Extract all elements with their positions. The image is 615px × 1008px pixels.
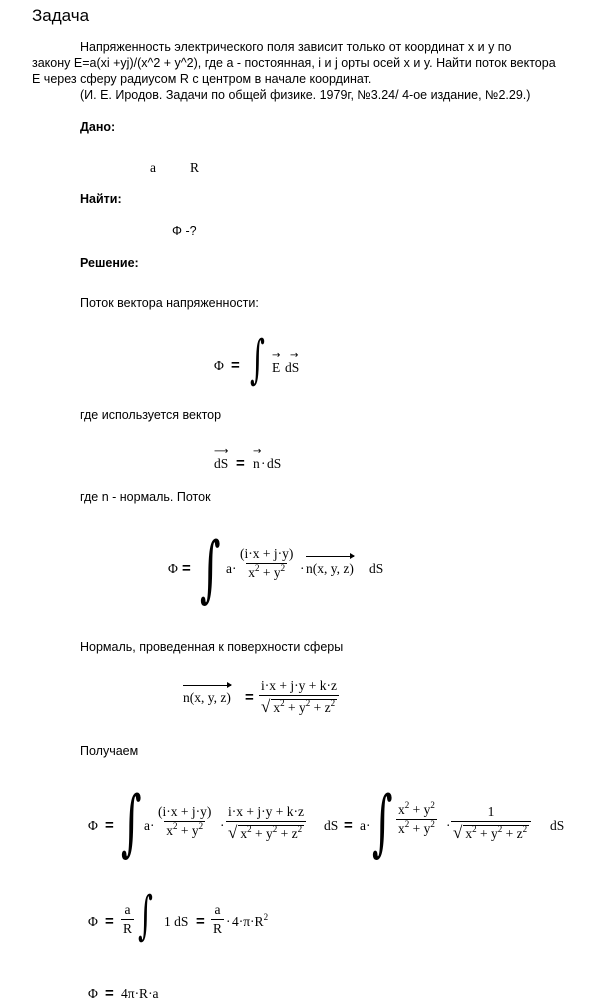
- sqrt-icon: √: [228, 823, 238, 842]
- fraction-denominator: R: [123, 921, 133, 936]
- equals-sign: =: [344, 817, 353, 834]
- equals-sign: =: [231, 357, 240, 374]
- final-result: 4π·R·a: [121, 986, 159, 1001]
- arrow-icon: ⟶: [214, 446, 229, 457]
- equals-sign: =: [105, 913, 114, 930]
- given-R: R: [190, 160, 200, 175]
- problem-line-2: закону E=a(xi +yj)/(x^2 + y^2), где a - постоянная, i и j орты осей x и y. Найти поток вектора: [32, 56, 556, 70]
- integral-icon: ∫: [250, 330, 265, 390]
- arrow-icon: →: [290, 350, 299, 361]
- coef-a: a·: [226, 561, 237, 576]
- dot-operator: ·: [226, 914, 231, 929]
- text-vector: где используется вектор: [80, 408, 222, 422]
- problem-line-3: E через сферу радиусом R с центром в начале координат.: [32, 72, 372, 86]
- fraction-numerator: a: [214, 902, 221, 917]
- fraction-a-over-R: [211, 902, 224, 937]
- fraction-denominator: √ $x^2 + y^2 + z^2$: [226, 821, 306, 843]
- fraction-numerator: i·x + j·y + k·z: [261, 678, 338, 693]
- phi-symbol: Φ: [214, 358, 224, 373]
- text-flux: Поток вектора напряженности:: [80, 296, 259, 310]
- page-title: Задача: [32, 6, 90, 25]
- given-a: a: [150, 160, 156, 175]
- equals-sign: =: [245, 689, 254, 706]
- dot-operator: ·: [261, 456, 266, 471]
- one-dS: 1 dS: [164, 914, 189, 929]
- phi-symbol: Φ: [88, 818, 98, 833]
- arrow-icon: →: [272, 350, 281, 361]
- fraction: [259, 678, 339, 717]
- integral-icon: ∫: [200, 526, 221, 610]
- vector-n-xyz: n(x, y, z): [306, 561, 354, 576]
- equals-sign: =: [182, 560, 191, 577]
- dS: dS: [267, 456, 282, 471]
- text-normal-flux: где n - нормаль. Поток: [80, 490, 211, 504]
- fraction: [238, 546, 295, 581]
- given-heading: Дано:: [80, 120, 116, 134]
- solution-heading: Решение:: [80, 256, 139, 270]
- dot-operator: ·: [300, 561, 305, 576]
- fraction-numerator: $x^2 + y^2$: [398, 800, 435, 817]
- integral-icon: ∫: [121, 780, 142, 864]
- text-get: Получаем: [80, 744, 139, 758]
- fraction-denominator: $x^2 + y^2$: [166, 821, 204, 838]
- fraction-4: [451, 804, 531, 843]
- phi-symbol: Φ: [88, 914, 98, 929]
- arrow-icon: →: [253, 446, 262, 457]
- coef-a: a·: [360, 818, 371, 833]
- equals-sign: =: [105, 985, 114, 1002]
- dS: dS: [369, 561, 384, 576]
- fraction-denominator: R: [213, 921, 223, 936]
- vector-n-xyz: n(x, y, z): [183, 690, 231, 705]
- find-value: Φ -?: [172, 224, 197, 238]
- fraction-1: [156, 804, 213, 839]
- fraction-denominator: $x^2 + y^2$: [248, 563, 286, 580]
- fraction-denominator: $x^2 + y^2$: [398, 819, 435, 836]
- four-pi-R-squared: $4\cdot\pi\cdot R^2$: [232, 912, 269, 929]
- sqrt-icon: √: [261, 697, 271, 716]
- fraction-numerator: a: [124, 902, 131, 917]
- equals-sign: =: [105, 817, 114, 834]
- dS: dS: [324, 818, 339, 833]
- integral-icon: ∫: [138, 886, 153, 946]
- phi-symbol: Φ: [168, 561, 178, 576]
- find-heading: Найти:: [80, 192, 122, 206]
- equals-sign: =: [236, 455, 245, 472]
- fraction-denominator: √ $x^2 + y^2 + z^2$: [259, 695, 339, 717]
- fraction-a-over-R: [121, 902, 134, 937]
- vector-dS: → dS: [285, 350, 300, 375]
- fraction-3: [396, 802, 437, 837]
- fraction-denominator: √ $x^2 + y^2 + z^2$: [451, 821, 531, 843]
- fraction-numerator: 1: [487, 804, 495, 819]
- fraction-numerator: (i·x + j·y): [158, 804, 212, 819]
- dot-operator: ·: [446, 818, 451, 833]
- problem-line-1: Напряженность электрического поля зависит только от координат x и y по: [80, 40, 512, 54]
- dot-operator: ·: [220, 818, 225, 833]
- vector-E: → E: [272, 350, 281, 375]
- dS: dS: [550, 818, 565, 833]
- fraction-numerator: (i·x + j·y): [240, 546, 294, 561]
- text-normal-sphere: Нормаль, проведенная к поверхности сферы: [80, 640, 344, 654]
- vector-dS: ⟶ dS: [214, 446, 229, 471]
- integral-icon: ∫: [372, 780, 393, 864]
- equals-sign: =: [196, 913, 205, 930]
- problem-source: (И. Е. Иродов. Задачи по общей физике. 1979г, №3.24/ 4-ое издание, №2.29.): [80, 88, 531, 102]
- vector-n: → n: [253, 446, 262, 471]
- phi-symbol: Φ: [88, 986, 98, 1001]
- coef-a: a·: [144, 818, 155, 833]
- fraction-numerator: i·x + j·y + k·z: [228, 804, 305, 819]
- fraction-2: [226, 804, 306, 843]
- sqrt-icon: √: [453, 823, 463, 842]
